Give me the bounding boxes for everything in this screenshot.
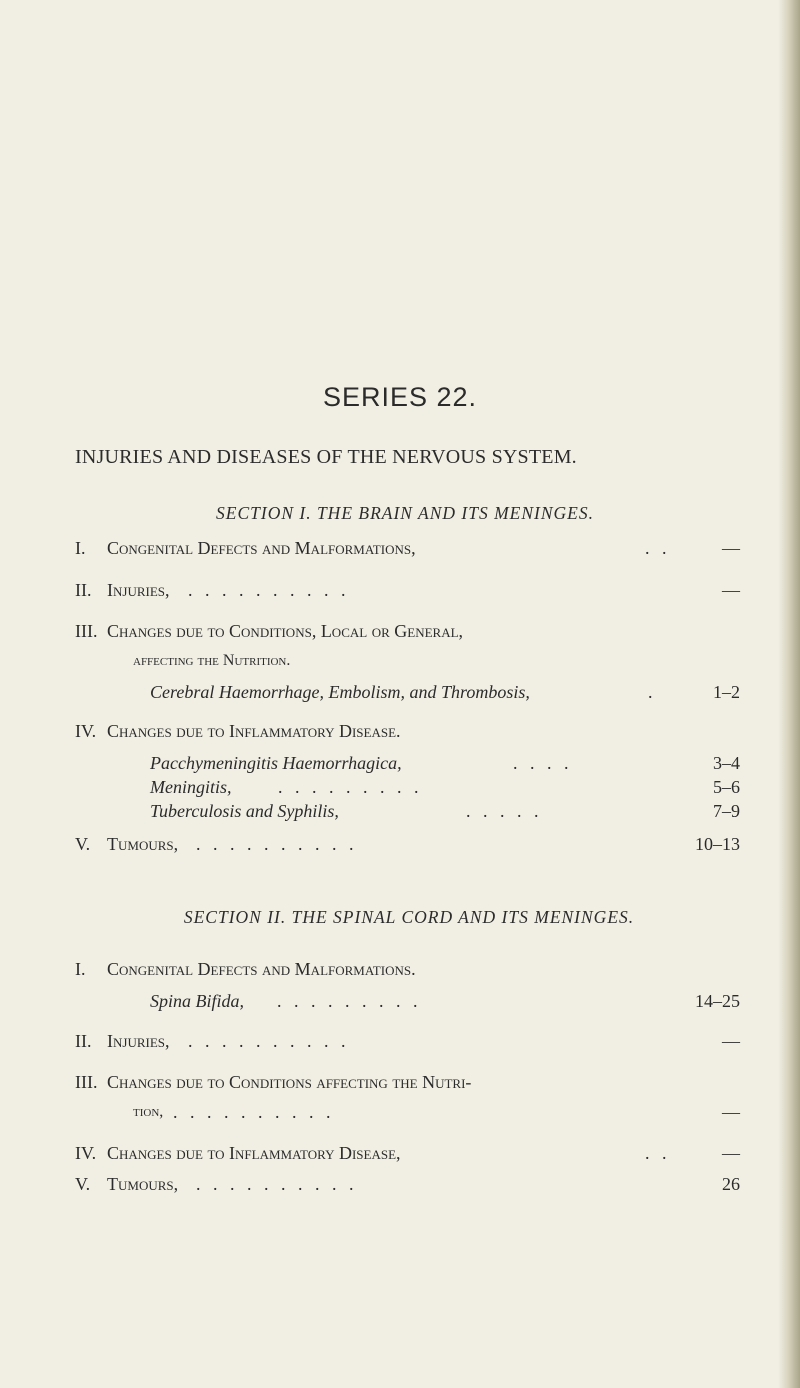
toc-row-label: Changes due to Inflammatory Disease, — [107, 1143, 401, 1163]
toc-row-label: Tuberculosis and Syphilis, — [150, 801, 339, 821]
main-title: INJURIES AND DISEASES OF THE NERVOUS SYSTEM. — [75, 446, 577, 468]
toc-row-pages: — — [722, 1102, 740, 1122]
toc-row-label: tion, — [133, 1103, 164, 1120]
toc-row-pages: — — [722, 1031, 740, 1051]
toc-row-label: Congenital Defects and Malformations. — [107, 959, 416, 979]
toc-row-label: Pacchymeningitis Haemorrhagica, — [150, 753, 402, 773]
section-2-heading: SECTION II. THE SPINAL CORD AND ITS MENINGES. — [183, 907, 635, 927]
section-1-heading: SECTION I. THE BRAIN AND ITS MENINGES. — [216, 503, 594, 523]
toc-row-changes-nutrition — [75, 1070, 740, 1094]
toc-row-label: Spina Bifida, — [150, 991, 244, 1011]
toc-row-pages: 26 — [722, 1174, 740, 1194]
toc-row-label: Cerebral Haemorrhage, Embolism, and Thrombosis, — [150, 682, 530, 702]
toc-row-meningitis — [75, 775, 740, 799]
toc-row-number: V. — [75, 834, 91, 854]
toc-row-inflammatory-disease — [75, 719, 740, 743]
series-title: SERIES 22. — [322, 382, 478, 412]
toc-row-continuation — [75, 649, 740, 673]
toc-row-label: Changes due to Conditions affecting the Nutri- — [107, 1072, 472, 1092]
toc-row-pages: — — [722, 1143, 740, 1163]
toc-row-congenital-defects — [75, 536, 740, 560]
toc-row-leader: . — [648, 682, 657, 702]
toc-row-label: Injuries, — [107, 1031, 170, 1051]
toc-row-pages: — — [722, 538, 740, 558]
toc-row-leader: . . . . . . . . . . — [196, 834, 358, 854]
toc-row-number: II. — [75, 580, 92, 600]
toc-row-tumours — [75, 1172, 740, 1196]
toc-row-leader: . . . . . . . . . . — [188, 580, 350, 600]
toc-row-number: V. — [75, 1174, 91, 1194]
toc-row-pages: 10–13 — [695, 834, 740, 854]
toc-row-spina-bifida — [75, 989, 740, 1013]
toc-row-leader: . . — [645, 538, 671, 558]
toc-row-leader: . . . . . . . . . . — [196, 1174, 358, 1194]
toc-row-changes-nutrition — [75, 619, 740, 643]
toc-row-pages: — — [722, 580, 740, 600]
toc-row-injuries — [75, 1029, 740, 1053]
toc-row-number: I. — [75, 538, 86, 558]
toc-row-pages: 14–25 — [695, 991, 740, 1011]
toc-row-number: III. — [75, 621, 98, 641]
toc-row-number: IV. — [75, 721, 97, 741]
toc-row-number: II. — [75, 1031, 92, 1051]
toc-row-leader: . . . . . . . . . . — [188, 1031, 350, 1051]
toc-row-label: Tumours, — [107, 1174, 179, 1194]
toc-row-cerebral-haemorrhage — [75, 680, 740, 704]
toc-row-number: I. — [75, 959, 86, 979]
toc-row-leader: . . — [645, 1143, 671, 1163]
toc-row-pages: 3–4 — [713, 753, 740, 773]
toc-row-label: Changes due to Inflammatory Disease. — [107, 721, 401, 741]
toc-row-pages: 1–2 — [713, 682, 740, 702]
toc-row-pacchymeningitis — [75, 751, 740, 775]
toc-row-leader: . . . . . — [466, 801, 543, 821]
toc-row-label: affecting the Nutrition. — [133, 652, 291, 669]
toc-row-pages: 7–9 — [713, 801, 740, 821]
toc-row-label: Injuries, — [107, 580, 170, 600]
toc-row-label: Tumours, — [107, 834, 179, 854]
toc-row-leader: . . . . . . . . . . — [173, 1102, 335, 1122]
toc-row-label: Meningitis, — [150, 777, 232, 797]
toc-row-continuation — [75, 1100, 740, 1124]
toc-row-tumours — [75, 832, 740, 856]
toc-row-label: Changes due to Conditions, Local or General, — [107, 621, 464, 641]
toc-row-congenital-defects — [75, 957, 740, 981]
toc-row-number: IV. — [75, 1143, 97, 1163]
toc-row-number: III. — [75, 1072, 98, 1092]
toc-row-leader: . . . . . . . . . — [278, 777, 423, 797]
toc-row-leader: . . . . . . . . . — [277, 991, 422, 1011]
toc-row-tuberculosis — [75, 799, 740, 823]
toc-row-injuries — [75, 578, 740, 602]
toc-row-inflammatory-disease — [75, 1141, 740, 1165]
toc-row-label: Congenital Defects and Malformations, — [107, 538, 416, 558]
toc-row-pages: 5–6 — [713, 777, 740, 797]
toc-row-leader: . . . . — [513, 753, 573, 773]
